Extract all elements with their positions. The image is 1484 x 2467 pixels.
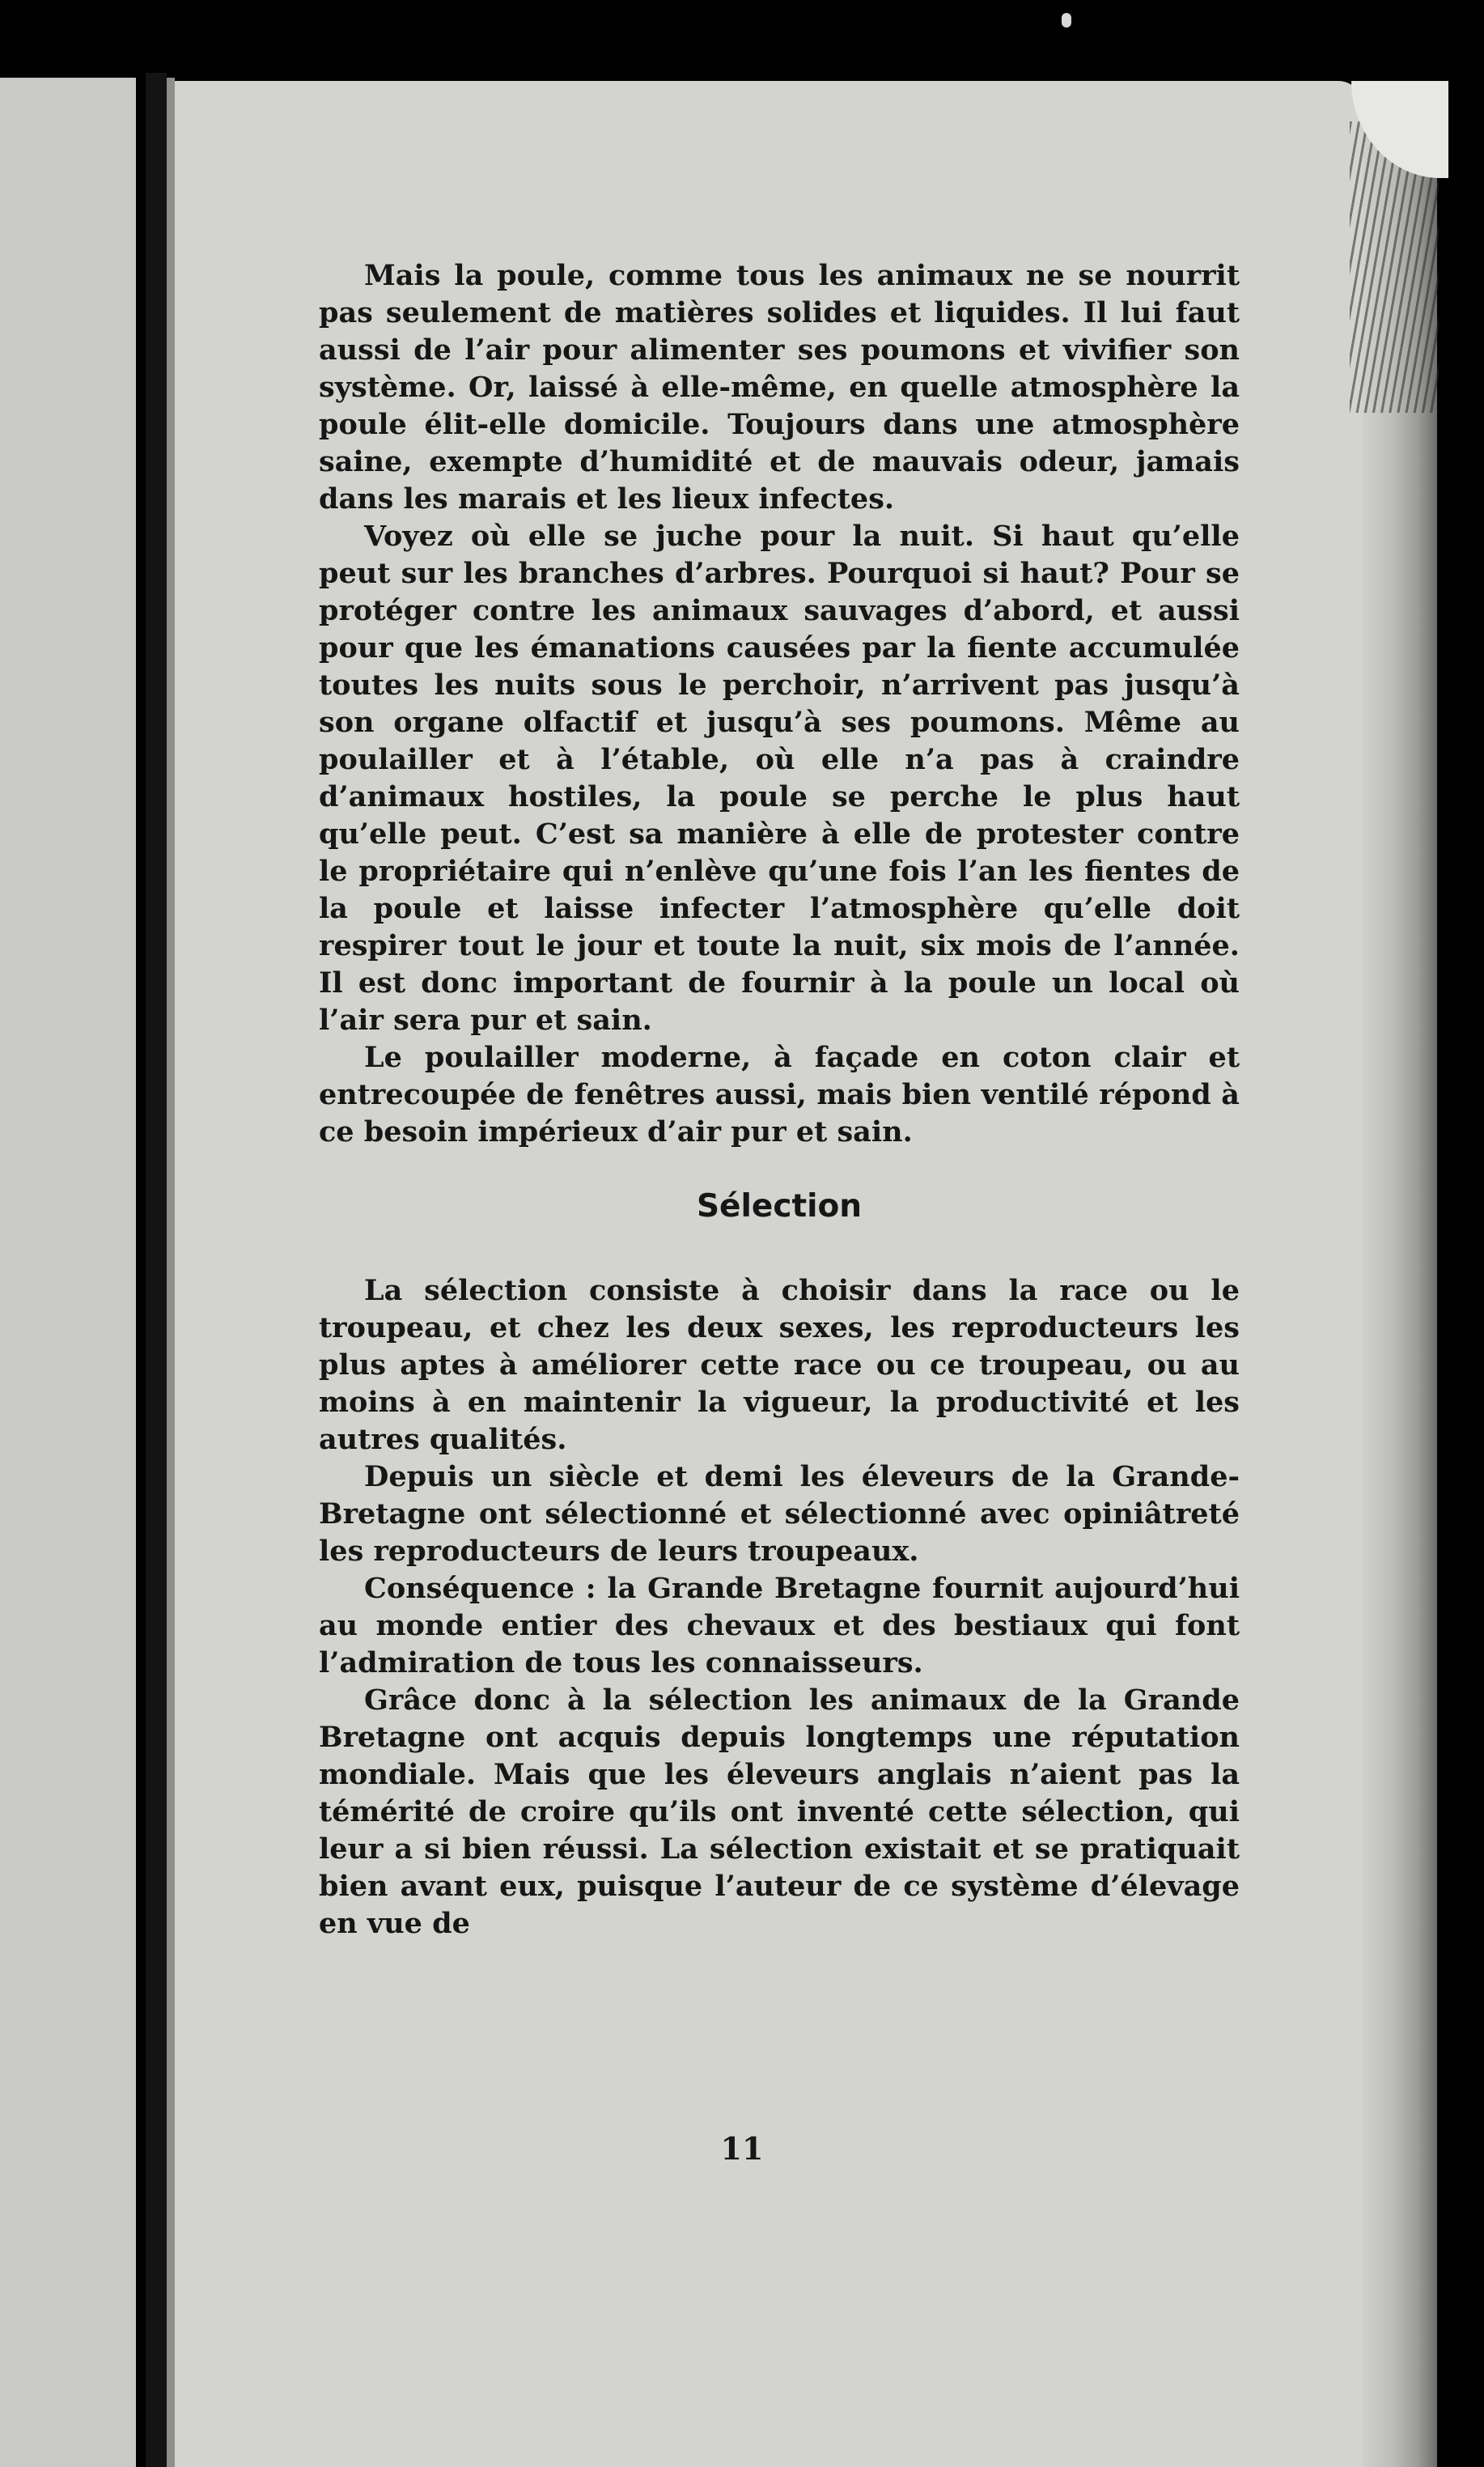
scan-artifact-dot bbox=[1062, 13, 1071, 28]
page-gutter bbox=[167, 78, 175, 2467]
paragraph: Mais la poule, comme tous les animaux ne se nourrit pas seulement de matières solides et liquides. Il lui faut aussi de l’air pour alimenter ses poumons et vivifier son système. Or, laissé à elle-même, en quelle atmosphère la poule élit-elle domicile. Toujours dans une atmosphère saine, exempte d’humidité et de mauvais odeur, jamais dans les marais et les lieux infectes. bbox=[319, 259, 1240, 516]
page-stack-edge bbox=[1363, 89, 1437, 2467]
paragraph: Grâce donc à la sélection les animaux de la Grande Bretagne ont acquis depuis longtemps une réputation mondiale. Mais que les éleveurs anglais n’aient pas la témérité de croire qu’ils ont inventé cette sélection, qui leur a si bien réussi. La sélection existait et se pratiquait bien avant eux, puisque l’auteur de ce système d’élevage en vue de bbox=[319, 1684, 1240, 1940]
paragraph: Conséquence : la Grande Bretagne fournit aujourd’hui au monde entier des chevaux et des bestiaux qui font l’admiration de tous les connaisseurs. bbox=[319, 1572, 1240, 1679]
section-heading: Sélection bbox=[696, 1188, 863, 1225]
paragraph: La sélection consiste à choisir dans la race ou le troupeau, et chez les deux sexes, les reproducteurs les plus aptes à améliorer cette race ou ce troupeau, ou au moins à en maintenir la vigueur, la productivité et les autres qualités. bbox=[319, 1274, 1240, 1456]
paragraph: Voyez où elle se juche pour la nuit. Si haut qu’elle peut sur les branches d’arbres. Pourquoi si haut? Pour se protéger contre les animaux sauvages d’abord, et aussi pour que les émanations causées par la fiente accumulée toutes les nuits sous le perchoir, n’arrivent pas jusqu’à son organe olfactif et jusqu’à ses poumons. Même au poulailler et à l’étable, où elle n’a pas à craindre d’animaux hostiles, la poule se perche le plus haut qu’elle peut. C’est sa manière à elle de protester contre le propriétaire qui n’enlève qu’une fois l’an les fientes de la poule et laisse infecter l’atmosphère qu’elle doit respirer tout le jour et toute la nuit, six mois de l’année. Il est donc important de fournir à la poule un local où l’air sera pur et sain. bbox=[319, 520, 1240, 1037]
paragraph: Depuis un siècle et demi les éleveurs de la Grande-Bretagne ont sélectionné et sélectionné avec opiniâtreté les reproducteurs de leurs troupeaux. bbox=[319, 1460, 1240, 1568]
facing-page-edge bbox=[0, 78, 136, 2467]
page-number: 11 bbox=[720, 2130, 764, 2167]
paragraph: Le poulailler moderne, à façade en coton clair et entrecoupée de fenêtres aussi, mais bien ventilé répond à ce besoin impérieux d’air pur et sain. bbox=[319, 1041, 1240, 1149]
book-spine bbox=[146, 73, 167, 2467]
page-text bbox=[319, 257, 1240, 1943]
